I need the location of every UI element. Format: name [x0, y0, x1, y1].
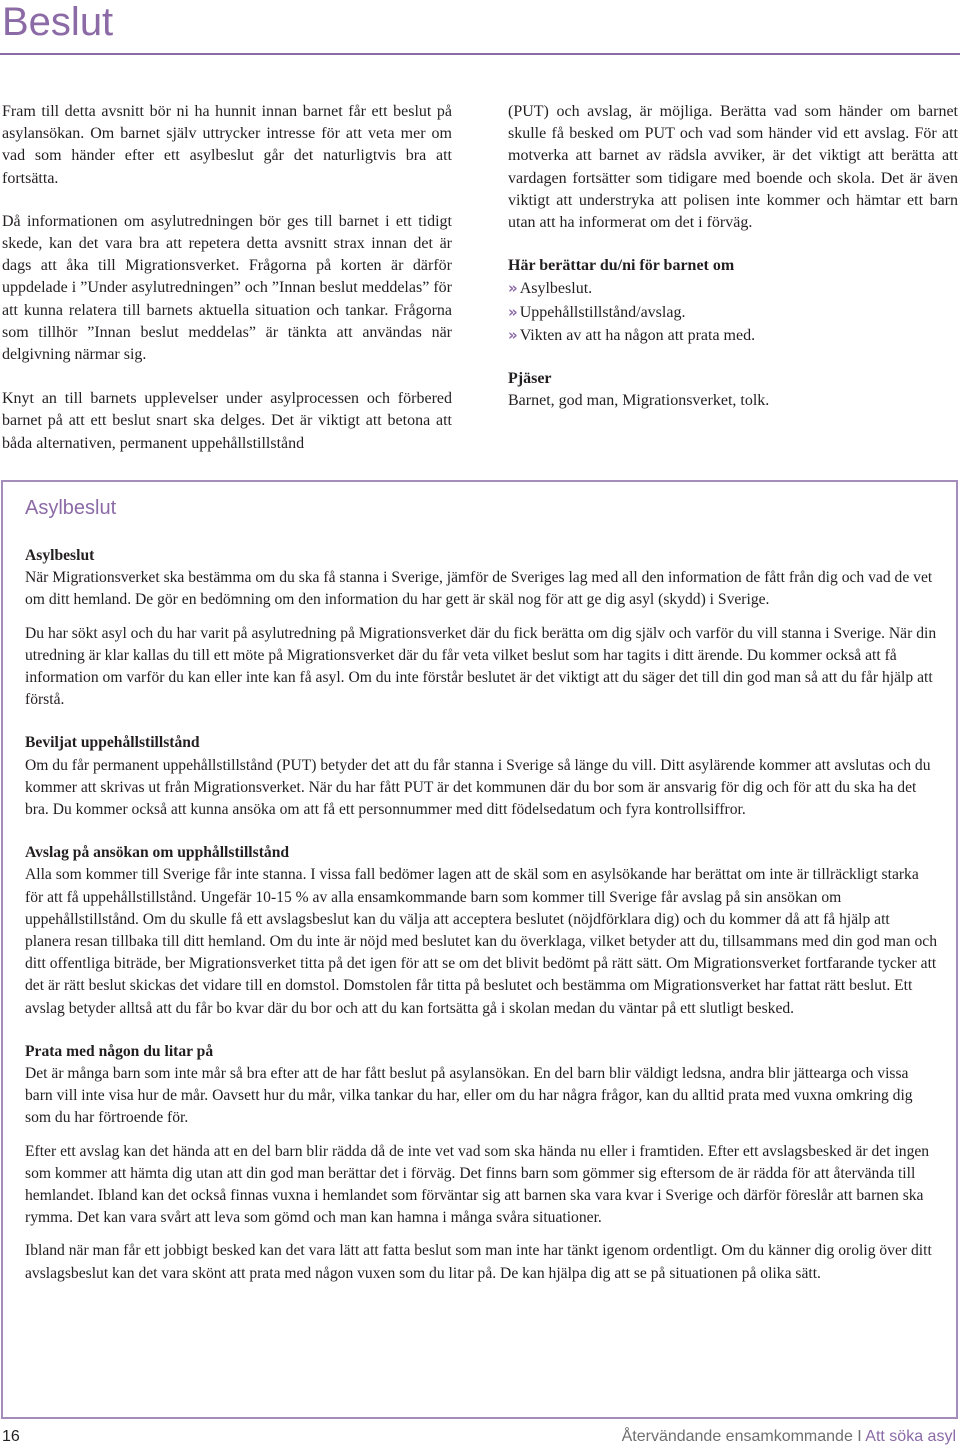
list-item-label: Asylbeslut.: [519, 280, 593, 298]
paragraph: När Migrationsverket ska bestämma om du ska få stanna i Sverige, jämför de Sveriges lag med all den information de fått från dig och vad de vet om ditt hemland. De gör en bedömning om den information du har gett är skäl nog för att ge dig asyl (skydd) i Sverige.: [25, 569, 933, 609]
paragraph: Då informationen om asylutredningen bör ges till barnet i ett tidigt skede, kan det vara bra att repetera detta avsnitt strax innan det är dags att åka till Migrationsverket. Frågorna på korten är därför uppdelade i ”Under asylutredningen” och ”Innan beslut meddelas” för att kunna relatera till barnets aktuella situation och tankar. Frågorna som tillhör ”Innan beslut meddelas” är tänkta att användas när delgivning närmar sig.: [2, 212, 452, 364]
chevron-icon: »: [508, 279, 518, 298]
section-heading: Prata med någon du litar på: [25, 1042, 214, 1060]
section-heading: Beviljat uppehållstillstånd: [25, 734, 200, 752]
paragraph: Efter ett avslag kan det hända att en del barn blir rädda då de inte vet vad som ska hända nu eller i framtiden. Efter ett avslagsbesked är det ingen som kommer att hämta dig utan att din god man berättar det i förväg. Det finns barn som gömmer sig eftersom de är rädda för att återvända till hemlandet. Ibland kan det också finnas vuxna i hemlandet som förväntar sig att barnen ska vara kvar i Sverige och därför föreslår att barnen ska rymma. Det kan vara svårt att leva som gömd och man kan hamna i många svåra situationer.: [25, 1142, 930, 1227]
title-rule: [0, 53, 960, 55]
page-number: 16: [2, 1428, 20, 1445]
paragraph: Du har sökt asyl och du har varit på asylutredning på Migrationsverket där du fick berätta om dig själv och varför du vill stanna i Sverige. När din utredning är klar kallas du till ett möte på Migrationsverket där du får veta vilket beslut som har tagits i ditt ärende. Du kommer också att få information om varför du kan eller inte kan få asyl. Om du inte förstår beslutet är det viktigt att du säger det till din god man så att du får hjälp att förstå.: [25, 624, 937, 709]
right-column: [508, 101, 958, 433]
footer-running-title: [622, 1428, 956, 1446]
footer-separator: I: [852, 1428, 866, 1445]
topic-list: [508, 277, 958, 347]
pjaser-heading: Pjäser: [508, 370, 552, 388]
pjaser-text: Barnet, god man, Migrationsverket, tolk.: [508, 392, 770, 410]
paragraph: Det är många barn som inte mår så bra efter att de har fått beslut på asylansökan. En del barn blir väldigt ledsna, andra blir jättearga och vissa barn vill inte visa hur de mår. Oavsett hur du mår, vilka tankar du har, eller om du har några frågor, kan du alltid prata med vuxna omkring dig som du har förtroende för.: [25, 1065, 913, 1127]
list-item-label: Vikten av att ha någon att prata med.: [519, 326, 756, 344]
box-body: [25, 545, 937, 1296]
chevron-icon: »: [508, 302, 518, 321]
paragraph: Ibland när man får ett jobbigt besked kan det vara lätt att fatta beslut som man inte har tänkt igenom ordentligt. Om du känner dig orolig över ditt avslagsbeslut kan det vara skönt att prata med någon vuxen som du litar på. De kan hjälpa dig att se på situationen på olika sätt.: [25, 1242, 932, 1282]
list-item: [508, 277, 958, 300]
footer-publication: Återvändande ensamkommande: [621, 1428, 853, 1445]
list-item-label: Uppehållstillstånd/avslag.: [519, 303, 686, 321]
asylbeslut-box: [1, 480, 958, 1419]
paragraph: Fram till detta avsnitt bör ni ha hunnit innan barnet får ett beslut på asylansökan. Om barnet själv uttrycker intresse för att veta mer om vad som händer efter ett asylbeslut går det naturligtvis bra att fortsätta.: [2, 103, 452, 187]
list-heading: Här berättar du/ni för barnet om: [508, 257, 735, 275]
page-title: Beslut: [2, 0, 114, 44]
left-column: [2, 101, 452, 476]
paragraph: Knyt an till barnets upplevelser under asylprocessen och förbered barnet på att ett beslut snart ska delges. Det är viktigt att betona att båda alternativen, permanent uppehållstillstånd: [2, 390, 452, 452]
list-item: [508, 301, 958, 324]
box-title: Asylbeslut: [25, 497, 117, 519]
paragraph: Alla som kommer till Sverige får inte stanna. I vissa fall bedömer lagen att de skäl som en asylsökande har berättat om inte är tillräckligt starka för att få uppehållstillstånd. Ungefär 10-15 % av alla ensamkommande barn som kommer till Sverige får avslag på sin ansökan om uppehållstillstånd. Om du skulle få ett avslagsbeslut kan du välja att acceptera beslutet (nöjdförklara dig) och du kommer då att få hjälp att planera resan tillbaka till ditt hemland. Om du inte är nöjd med beslutet kan du överklaga, vilket betyder att du, tillsammans med din god man och ditt offentliga biträde, ber Migrationsverket titta på det igen för att se om det blivit bedömt på rätt sätt. Om Migrationsverket fortfarande tycker att det är rätt beslut skickas det vidare till en domstol. Domstolen får titta på beslutet och bestämma om Migrationsverket har fattat rätt beslut. Ett avslag betyder alltså att du får bo kvar där du bor och att du kan fortsätta gå i skolan medan du väntar på ett slutligt besked.: [25, 866, 938, 1017]
section-heading: Avslag på ansökan om upphållstillstånd: [25, 844, 290, 862]
paragraph: Om du får permanent uppehållstillstånd (PUT) betyder det att du får stanna i Sverige så länge du vill. Ditt asylärende kommer att avslutas och du kommer att skrivas ut från Migrationsverket. När du har fått PUT är det kommunen där du bor som är ansvarig för dig och för att du ska ha det bra. Du kommer också att kunna ansöka om att få ett personnummer med ditt födelsedatum och fyra kontrollsiffror.: [25, 756, 931, 819]
chevron-icon: »: [508, 325, 518, 344]
paragraph: (PUT) och avslag, är möjliga. Berätta vad som händer om barnet skulle få besked om PUT och vad som händer vid ett avslag. För att motverka att barnet av rädsla avviker, är det viktigt att berätta att vardagen fortsätter som tidigare med boende och skola. Det är även viktigt att understryka att polisen inte kommer och hämtar ett barn utan att ha informerat om det i förväg.: [508, 103, 958, 232]
list-item: [508, 324, 958, 347]
section-heading: Asylbeslut: [25, 547, 95, 564]
footer-section: Att söka asyl: [865, 1428, 956, 1445]
